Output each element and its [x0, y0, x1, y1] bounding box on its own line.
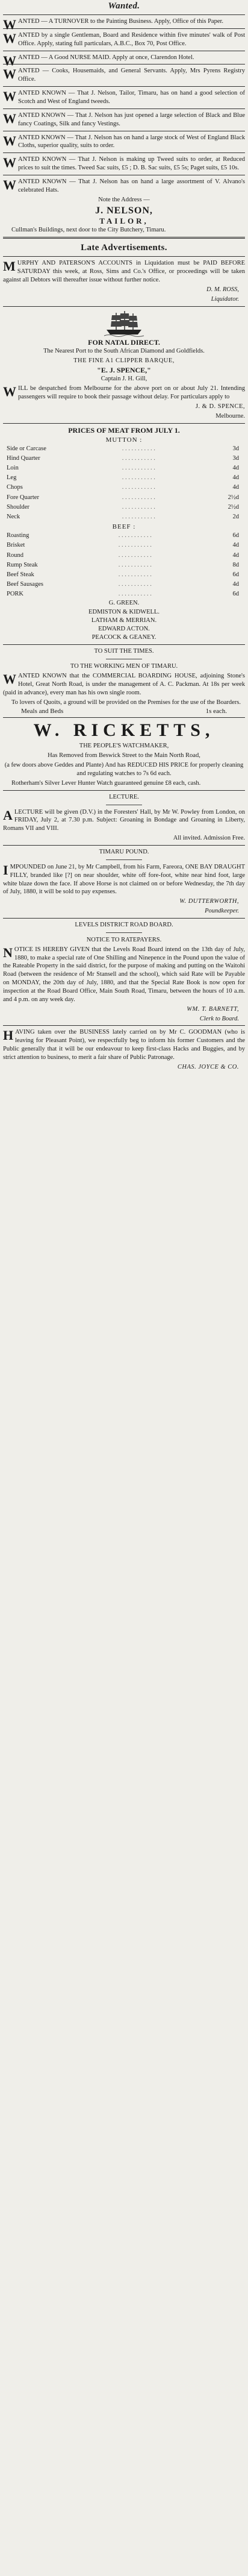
lecture-body: ALECTURE will be given (D.V.) in the Foresters' Hall, by Mr W. Powley from London, on FRIDAY, July 2, at 7.30 p.m. Subject: Groaning in Bondage and Groaning in Liberty, Romans VII and VIII.	[3, 807, 245, 832]
meat-price: 4d	[232, 551, 239, 559]
price-row	[3, 483, 245, 492]
levels-title: LEVELS DISTRICT ROAD BOARD.	[75, 921, 173, 928]
wanted-ad-nurse: WANTED — A Good NURSE MAID. Apply at once, Clarendon Hotel.	[3, 52, 194, 68]
meat-item: Roasting	[7, 532, 29, 539]
price-row	[3, 503, 245, 512]
wanted-ad-nelson-cloths: WANTED KNOWN — That J. Nelson has on hand a large stock of West of England Black Cloths, superior quality, suits to order.	[3, 133, 245, 149]
ricketts-name: W. RICKETTS,	[33, 720, 215, 741]
dot-leader: . . . . . . . . . . .	[122, 494, 155, 501]
dot-leader: . . . . . . . . . . .	[122, 513, 155, 520]
nelson-note: Note the Address —	[98, 196, 150, 203]
pound-title: TIMARU POUND.	[99, 848, 149, 855]
price-row	[3, 493, 245, 503]
wanted-header: Wanted.	[108, 1, 140, 11]
dot-leader: . . . . . . . . . . .	[118, 542, 152, 549]
divider	[3, 306, 245, 307]
boarding-house-body: WANTED KNOWN that the COMMERCIAL BOARDING HOUSE, adjoining Stone's Hotel, Great North Road, is under the management of A. C. Packman. At 18s per week (paid in advance), every man has his own single room.	[3, 671, 245, 696]
meat-price: 3d	[232, 454, 239, 462]
divider	[3, 256, 245, 257]
meat-price: 4d	[232, 474, 239, 482]
butcher-name: LATHAM & MERRIAN.	[91, 617, 157, 624]
natal-title: FOR NATAL DIRECT.	[88, 338, 160, 347]
nelson-address: Cullman's Buildings, next door to the City Butchery, Timaru.	[11, 226, 166, 233]
meat-item: Round	[7, 551, 24, 559]
meat-item: Brisket	[7, 542, 25, 549]
meat-price: 6d	[232, 571, 239, 578]
section-divider	[3, 237, 245, 239]
lecture-admission: All invited. Admission Free.	[173, 835, 245, 842]
ricketts-subtitle: THE PEOPLE'S WATCHMAKER,	[79, 743, 169, 750]
newspaper-page	[0, 0, 248, 1078]
divider	[3, 790, 245, 791]
ricketts-body2: (a few doors above Geddes and Plante) And has REDUCED HIS PRICE for properly cleaning and regulating watches to 7s 6d each.	[4, 762, 244, 777]
natal-body: WILL be despatched from Melbourne for the above port on or about July 21. Intending passengers will require to book their passage without delay. For particulars apply to	[3, 384, 245, 401]
price-row	[3, 454, 245, 463]
lecture-title: LECTURE.	[109, 793, 139, 800]
divider	[3, 28, 245, 29]
meat-price: 4d	[232, 581, 239, 588]
meat-item: Neck	[7, 513, 20, 520]
meat-item: Side or Carcase	[7, 445, 46, 452]
levels-subtitle: NOTICE TO RATEPAYERS.	[86, 936, 162, 943]
dot-leader: . . . . . . . . . . .	[122, 445, 155, 452]
price-row	[3, 512, 245, 522]
mutton-label: MUTTON :	[105, 436, 143, 444]
price-row	[3, 570, 245, 580]
ricketts-body3: Rotherham's Silver Lever Hunter Watch guaranteed genuine £8 each, cash.	[11, 779, 201, 787]
natal-agent: J. & D. SPENCE,	[195, 403, 245, 410]
natal-captain: Captain J. H. Gill,	[101, 375, 147, 383]
price-row	[3, 473, 245, 483]
meat-title: PRICES OF MEAT FROM JULY 1.	[68, 426, 180, 435]
meat-item: Leg	[7, 474, 17, 482]
meat-item: Fore Quarter	[7, 494, 39, 501]
suit-subtitle: TO THE WORKING MEN OF TIMARU.	[70, 663, 178, 670]
murphy-notice: MURPHY AND PATERSON'S ACCOUNTS in Liquidation must be PAID BEFORE SATURDAY this week, at Ross, Sims and Co.'s Office, or proceedings will be taken against all Debtors will thereafter issue without further notice.	[3, 259, 245, 284]
meat-price: 4d	[232, 542, 239, 549]
meat-price: 2d	[232, 513, 239, 520]
wanted-ad-cooks: WANTED — Cooks, Housemaids, and General Servants. Apply, Mrs Pyrens Registry Office.	[3, 66, 245, 83]
pound-signature: W. DUTTERWORTH,	[179, 898, 239, 905]
divider	[3, 108, 245, 109]
meals-label: Meals and Beds	[21, 708, 64, 715]
meat-price: 4d	[232, 465, 239, 472]
divider	[3, 14, 245, 15]
dot-leader: . . . . . . . . . . .	[118, 591, 152, 598]
late-header: Late Advertisements.	[81, 243, 167, 253]
joyce-signature: CHAS. JOYCE & CO.	[177, 1063, 239, 1070]
meat-item: Hind Quarter	[7, 454, 40, 462]
meat-item: Beef Sausages	[7, 581, 43, 588]
divider	[3, 717, 245, 718]
murphy-signature: D. M. ROSS,	[206, 286, 239, 294]
meat-price: 3d	[232, 445, 239, 452]
divider	[3, 644, 245, 645]
dot-leader: . . . . . . . . . . .	[122, 484, 155, 491]
natal-line1: The Nearest Port to the South African Diamond and Goldfields.	[43, 347, 205, 354]
natal-ship-name: "E. J. SPENCE,"	[97, 366, 151, 375]
meals-price: 1s each.	[205, 708, 227, 715]
price-row	[3, 551, 245, 561]
butcher-name: PEACOCK & GEANEY.	[91, 634, 157, 641]
meat-item: Chops	[7, 484, 23, 491]
pound-role: Poundkeeper.	[205, 908, 239, 915]
levels-body: NOTICE IS HEREBY GIVEN that the Levels Road Board intend on the 13th day of July, 1880, to make a special rate of One Shilling and Ninepence in the Pound upon the value of the Rateable Property in the said district, for the purpose of making and putting on the Waitohi Road (between the residence of Mr Stansell and the school), which said Rate will be Payable on MONDAY, the 20th day of July, 1880, and that the Special Rate Book is now open for inspection at the Road Board Office, Main South Road, Timaru, between the hours of 10 a.m. and 4 p.m. on any week day.	[3, 944, 245, 1003]
dot-leader: . . . . . . . . . . .	[122, 465, 155, 472]
dot-leader: . . . . . . . . . . .	[118, 561, 152, 568]
dot-leader: . . . . . . . . . . .	[122, 474, 155, 482]
price-row	[3, 531, 245, 541]
meals-line	[3, 708, 245, 715]
price-row	[3, 463, 245, 473]
divider	[3, 86, 245, 87]
short-divider	[106, 932, 142, 933]
wanted-ad-nelson-suits: WANTED KNOWN — That J. Nelson is making up Tweed suits to order, at Reduced prices to suit the times. Tweed Sac suits, £5 ; D. B. Sac suits, £5 5s; Paget suits, £5 10s.	[3, 155, 245, 172]
divider	[3, 1025, 245, 1026]
dot-leader: . . . . . . . . . . .	[122, 454, 155, 462]
beef-price-table	[3, 531, 245, 599]
meat-price: 6d	[232, 532, 239, 539]
pound-body: IMPOUNDED on June 21, by Mr Campbell, from his Farm, Fareora, ONE BAY DRAUGHT FILLY, branded like [?] on near shoulder, white off fore-foot, white near hind foot, large white blaze down the face. If above Horse is not claimed on or before Wednesday, the 7th day of July, 1880, it will be sold to pay expenses.	[3, 862, 245, 896]
meat-item: Shoulder	[7, 503, 29, 510]
divider	[3, 423, 245, 424]
dot-leader: . . . . . . . . . . .	[118, 532, 152, 539]
nelson-name: J. NELSON,	[95, 205, 153, 216]
dot-leader: . . . . . . . . . . .	[118, 571, 152, 578]
murphy-role: Liquidator.	[211, 295, 239, 303]
wanted-ad-board: WANTED by a single Gentleman, Board and Residence within five minutes' walk of Post Office. Apply, stating full particulars, A.B.C., Box 70, Post Office.	[3, 30, 245, 47]
meat-price: 8d	[232, 561, 239, 568]
wanted-ad-nelson-hats: WANTED KNOWN — That J. Nelson has on hand a large assortment of V. Alvano's celebrated Hats.	[3, 177, 245, 193]
joyce-body: HAVING taken over the BUSINESS lately carried on by Mr C. GOODMAN (who is leaving for Pleasant Point), we respectfully beg to inform his former Customers and the Public generally that it will be our endeavour to keep first-class Hacks and Buggies, and by strict attention to business, to merit a fair share of Public Patronage.	[3, 1028, 245, 1061]
natal-agent-place: Melbourne.	[215, 412, 245, 419]
wanted-ad-turnover: WANTED — A TURNOVER to the Painting Business. Apply, Office of this Paper.	[3, 17, 224, 32]
suit-title: TO SUIT THE TIMES.	[94, 648, 154, 655]
divider	[3, 918, 245, 919]
dot-leader: . . . . . . . . . . .	[118, 551, 152, 559]
meat-item: PORK	[7, 591, 24, 598]
meat-price: 4d	[232, 484, 239, 491]
dot-leader: . . . . . . . . . . .	[118, 581, 152, 588]
price-row	[3, 589, 245, 599]
meat-item: Beef Steak	[7, 571, 34, 578]
price-row	[3, 561, 245, 570]
divider	[3, 152, 245, 153]
dot-leader: . . . . . . . . . . .	[122, 503, 155, 510]
levels-role: Clerk to Board.	[199, 1015, 239, 1022]
divider	[3, 845, 245, 846]
wanted-ad-nelson-tweeds: WANTED KNOWN — That J. Nelson, Tailor, Timaru, has on hand a good selection of Scotch and West of England tweeds.	[3, 89, 245, 105]
quoits-note: To lovers of Quoits, a ground will be provided on the Premises for the use of the Boarders.	[11, 699, 241, 706]
meat-item: Loin	[7, 465, 19, 472]
butcher-name: EDMISTON & KIDWELL.	[88, 608, 160, 615]
price-row	[3, 444, 245, 454]
butcher-name: G. GREEN.	[108, 600, 140, 607]
short-divider	[106, 859, 142, 860]
meat-price: 2½d	[228, 494, 239, 501]
ricketts-body1: Has Removed from Beswick Street to the Main North Road,	[48, 752, 200, 759]
meat-price: 6d	[232, 591, 239, 598]
natal-line2: THE FINE A1 CLIPPER BARQUE,	[73, 357, 175, 364]
meat-price: 2½d	[228, 503, 239, 510]
price-row	[3, 541, 245, 550]
sailing-ship-icon	[103, 309, 145, 337]
beef-label: BEEF :	[112, 523, 136, 531]
nelson-trade: TAILOR,	[99, 216, 149, 225]
meat-item: Rump Steak	[7, 561, 38, 568]
mutton-price-table	[3, 444, 245, 522]
price-row	[3, 580, 245, 589]
butcher-list	[3, 599, 245, 642]
levels-signature: WM. T. BARNETT,	[187, 1005, 239, 1013]
butcher-name: EDWARD ACTON.	[98, 625, 150, 632]
wanted-ad-nelson-coatings: WANTED KNOWN — That J. Nelson has just opened a large selection of Black and Blue fancy Coatings, Silk and fancy Vestings.	[3, 110, 245, 127]
